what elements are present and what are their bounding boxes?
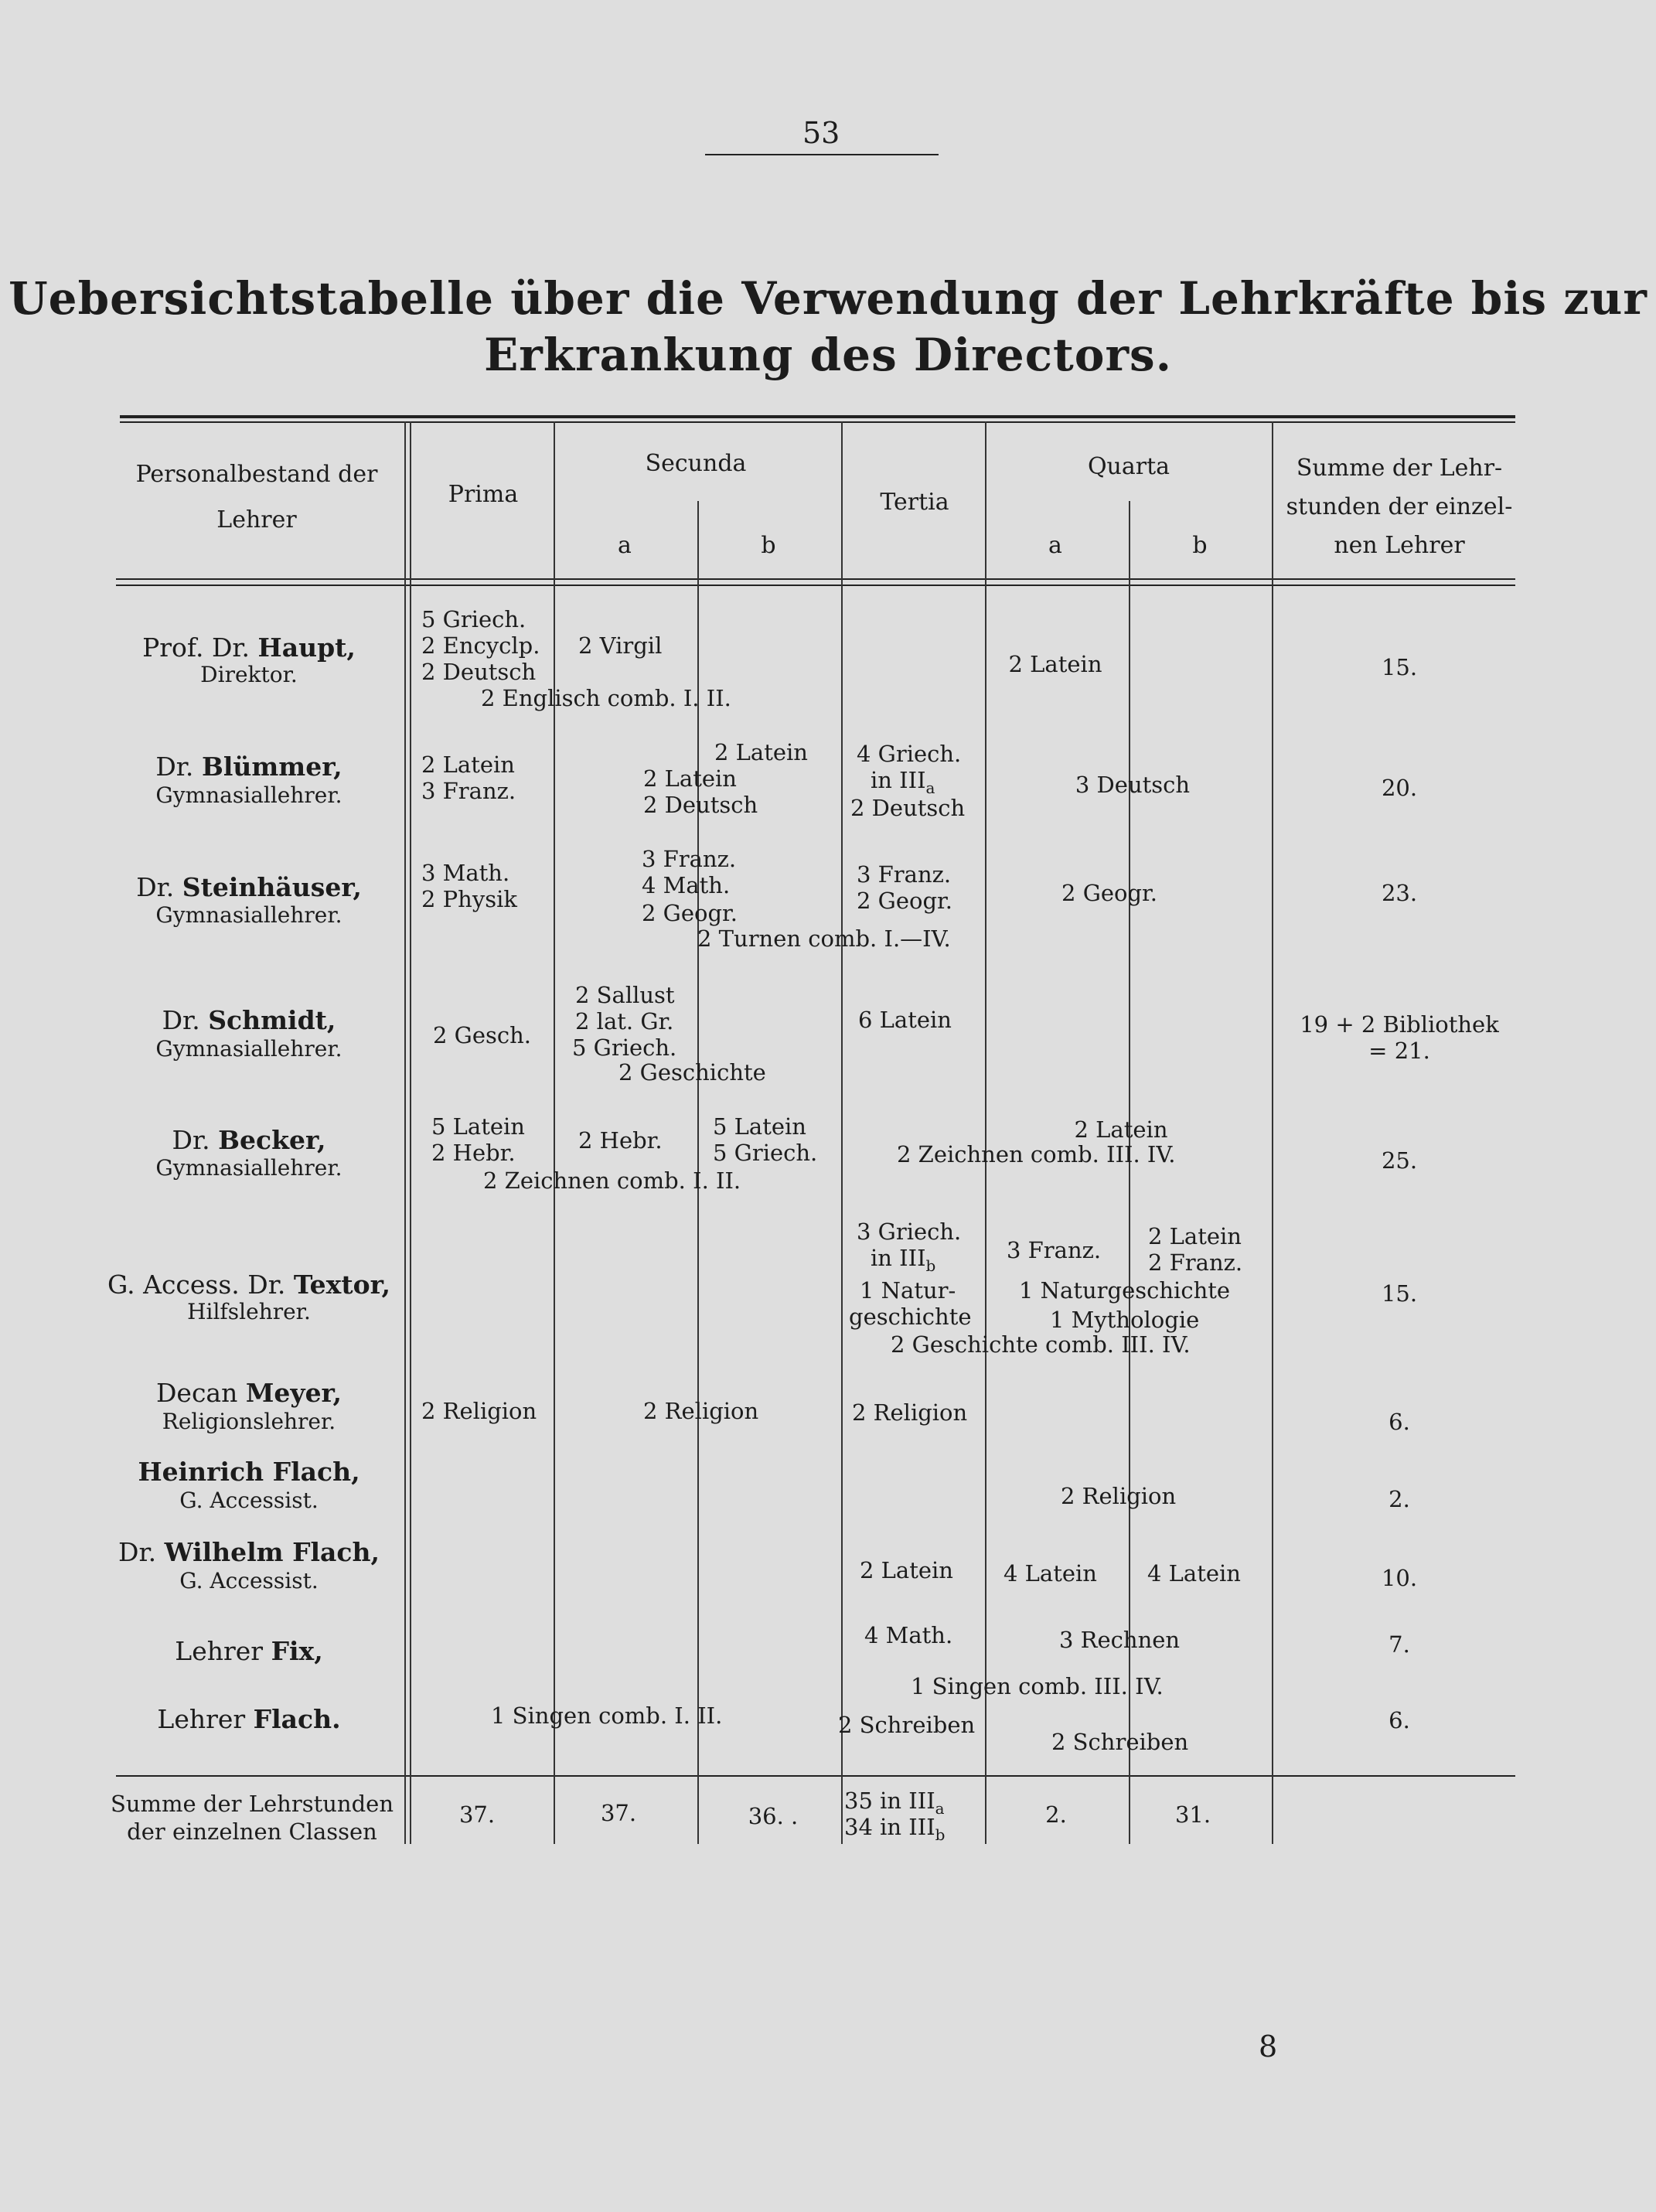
teacher-name: Heinrich Flach, bbox=[138, 1457, 360, 1487]
teacher-role: Religionslehrer. bbox=[162, 1409, 336, 1434]
totals-label-1: Summe der Lehrstunden bbox=[111, 1791, 394, 1817]
header-bottom-rule-2 bbox=[116, 585, 1515, 586]
cell-text: 3 Franz. bbox=[1007, 1237, 1102, 1263]
cell-text: 2 lat. Gr. bbox=[575, 1008, 674, 1034]
cell-text: 2 Latein bbox=[714, 739, 808, 765]
teacher-name: Lehrer Flach. bbox=[157, 1704, 341, 1734]
teacher-name: Dr. Schmidt, bbox=[162, 1005, 336, 1035]
cell-text: 2 Geschichte bbox=[618, 1059, 766, 1086]
teacher-name: Prof. Dr. Haupt, bbox=[142, 632, 356, 663]
teacher-sum: 10. bbox=[1381, 1565, 1418, 1591]
page-number: 53 bbox=[802, 116, 840, 150]
cell-text: 3 Franz. bbox=[857, 861, 952, 888]
teacher-name: Decan Meyer, bbox=[155, 1378, 342, 1408]
cell-text: 2 Physik bbox=[421, 886, 517, 912]
cell-text: geschichte bbox=[849, 1304, 972, 1330]
folio-number: 8 bbox=[1259, 2030, 1278, 2064]
header-summe-3: nen Lehrer bbox=[1334, 532, 1465, 559]
col-line-prima-2 bbox=[410, 421, 411, 1844]
cell-text: 2 Englisch comb. I. II. bbox=[481, 685, 731, 711]
teacher-role: Direktor. bbox=[200, 662, 298, 687]
total-tertia-a: 35 in $III_a$ bbox=[844, 1788, 945, 1818]
teacher-sum: 6. bbox=[1389, 1707, 1410, 1733]
total-quarta-a: 2. bbox=[1045, 1801, 1067, 1828]
cell-text: 1 Naturgeschichte bbox=[1019, 1277, 1231, 1304]
cell-text: 2 Latein bbox=[1148, 1223, 1242, 1249]
cell-text: 2 Sallust bbox=[575, 982, 675, 1008]
header-summe-2: stunden der einzel- bbox=[1286, 493, 1513, 520]
cell-text: 2 Turnen comb. I.—IV. bbox=[697, 925, 951, 952]
teacher-name: Dr. Blümmer, bbox=[155, 752, 342, 782]
cell-text: 2 Gesch. bbox=[433, 1022, 532, 1048]
cell-text: 3 Griech. bbox=[857, 1218, 962, 1245]
cell-text: 2 Latein bbox=[421, 752, 515, 778]
cell-text: 2 Franz. bbox=[1148, 1249, 1243, 1276]
teacher-role: Hilfslehrer. bbox=[187, 1299, 311, 1324]
header-prima: Prima bbox=[448, 481, 519, 508]
cell-text: 2 Geschichte comb. III. IV. bbox=[891, 1331, 1191, 1358]
cell-text: in $III_a$ bbox=[871, 767, 935, 797]
cell-text: 2 Schreiben bbox=[1051, 1729, 1189, 1755]
cell-text: 2 Deutsch bbox=[643, 792, 758, 818]
cell-text: 2 Religion bbox=[852, 1399, 968, 1426]
teacher-sum: = 21. bbox=[1368, 1038, 1430, 1064]
cell-text: 2 Zeichnen comb. I. II. bbox=[483, 1167, 741, 1194]
cell-text: 1 Natur- bbox=[860, 1277, 956, 1304]
teacher-role: G. Accessist. bbox=[179, 1568, 319, 1593]
page-title-line2: Erkrankung des Directors. bbox=[484, 329, 1172, 381]
cell-text: 2 Hebr. bbox=[431, 1140, 516, 1166]
table-top-rule-thin bbox=[120, 421, 1515, 423]
cell-text: 2 Religion bbox=[1061, 1483, 1177, 1509]
header-summe-1: Summe der Lehr- bbox=[1296, 455, 1503, 482]
teacher-sum: 23. bbox=[1381, 880, 1418, 906]
teacher-role: Gymnasiallehrer. bbox=[155, 1036, 342, 1062]
total-tertia-b: 34 in $III_b$ bbox=[844, 1814, 946, 1844]
cell-text: in $III_b$ bbox=[871, 1245, 936, 1275]
cell-text: 2 Latein bbox=[860, 1557, 953, 1583]
cell-text: 3 Franz. bbox=[421, 778, 516, 804]
cell-text: 4 Griech. bbox=[857, 741, 962, 767]
cell-text: 2 Deutsch bbox=[421, 659, 537, 685]
cell-text: 1 Singen comb. I. II. bbox=[491, 1702, 723, 1729]
total-prima: 37. bbox=[458, 1801, 496, 1828]
header-personal-2: Lehrer bbox=[216, 506, 297, 533]
col-line-tertia bbox=[841, 421, 843, 1844]
cell-text: 2 Hebr. bbox=[578, 1127, 663, 1154]
header-quarta: Quarta bbox=[1087, 453, 1170, 480]
cell-text: 2 Religion bbox=[643, 1398, 759, 1424]
header-quarta-a: a bbox=[1048, 532, 1062, 559]
teacher-role: Gymnasiallehrer. bbox=[155, 902, 342, 928]
totals-top-rule bbox=[116, 1775, 1515, 1777]
total-secunda-a: 37. bbox=[600, 1800, 637, 1826]
cell-text: 3 Math. bbox=[421, 860, 510, 886]
teacher-sum: 2. bbox=[1389, 1486, 1410, 1512]
cell-text: 3 Franz. bbox=[642, 846, 737, 872]
cell-text: 3 Rechnen bbox=[1059, 1627, 1181, 1653]
totals-label-2: der einzelnen Classen bbox=[127, 1818, 377, 1845]
header-secunda-a: a bbox=[618, 532, 632, 559]
teacher-role: Gymnasiallehrer. bbox=[155, 1155, 342, 1181]
teacher-name: Dr. Becker, bbox=[172, 1125, 326, 1155]
col-line-prima bbox=[404, 421, 406, 1844]
teacher-name: Lehrer Fix, bbox=[175, 1636, 323, 1666]
header-secunda-b: b bbox=[761, 532, 776, 559]
cell-text: 1 Mythologie bbox=[1050, 1307, 1200, 1333]
cell-text: 2 Latein bbox=[1008, 651, 1102, 677]
cell-text: 2 Latein bbox=[643, 765, 737, 792]
cell-text: 2 Religion bbox=[421, 1398, 537, 1424]
cell-text: 3 Deutsch bbox=[1075, 772, 1191, 798]
teacher-sum: 25. bbox=[1381, 1147, 1418, 1174]
cell-text: 4 Latein bbox=[1003, 1560, 1097, 1587]
cell-text: 4 Math. bbox=[864, 1622, 953, 1648]
cell-text: 2 Zeichnen comb. III. IV. bbox=[897, 1141, 1176, 1167]
cell-text: 2 Encyclp. bbox=[421, 632, 540, 659]
cell-text: 5 Griech. bbox=[713, 1140, 818, 1166]
page-title-line1: Uebersichtstabelle über die Verwendung der Lehrkräfte bis zur bbox=[9, 272, 1647, 325]
cell-text: 2 Virgil bbox=[578, 632, 663, 659]
cell-text: 2 Latein bbox=[1074, 1116, 1168, 1143]
header-secunda: Secunda bbox=[645, 450, 747, 477]
teacher-sum: 15. bbox=[1381, 654, 1418, 680]
cell-text: 6 Latein bbox=[858, 1007, 952, 1033]
teacher-name: Dr. Steinhäuser, bbox=[136, 872, 362, 902]
cell-text: 5 Griech. bbox=[572, 1034, 677, 1061]
teacher-role: Gymnasiallehrer. bbox=[155, 782, 342, 808]
teacher-sum: 15. bbox=[1381, 1280, 1418, 1307]
header-personal-1: Personalbestand der bbox=[135, 461, 378, 488]
teacher-sum: 6. bbox=[1389, 1409, 1410, 1435]
cell-text: 5 Latein bbox=[713, 1113, 806, 1140]
teacher-name: G. Access. Dr. Textor, bbox=[107, 1270, 391, 1300]
teacher-sum: 7. bbox=[1389, 1631, 1410, 1658]
header-tertia: Tertia bbox=[880, 489, 949, 516]
table-top-rule bbox=[120, 415, 1515, 418]
header-quarta-b: b bbox=[1192, 532, 1208, 559]
cell-text: 5 Latein bbox=[431, 1113, 525, 1140]
col-line-summe bbox=[1272, 421, 1273, 1844]
teacher-sum: 19 + 2 Bibliothek bbox=[1300, 1011, 1499, 1038]
total-secunda-b: 36. . bbox=[748, 1803, 799, 1829]
page-number-rule bbox=[705, 154, 939, 155]
teacher-name: Dr. Wilhelm Flach, bbox=[118, 1537, 380, 1567]
cell-text: 2 Geogr. bbox=[857, 888, 952, 914]
cell-text: 2 Deutsch bbox=[850, 795, 966, 821]
teacher-sum: 20. bbox=[1381, 775, 1418, 801]
cell-text: 4 Latein bbox=[1147, 1560, 1241, 1587]
cell-text: 2 Schreiben bbox=[838, 1712, 976, 1738]
teacher-role: G. Accessist. bbox=[179, 1488, 319, 1513]
col-line-secunda bbox=[554, 421, 555, 1844]
cell-text: 4 Math. bbox=[642, 872, 731, 898]
cell-text: 2 Geogr. bbox=[1061, 880, 1157, 906]
header-bottom-rule bbox=[116, 578, 1515, 580]
cell-text: 5 Griech. bbox=[421, 606, 526, 632]
col-line-quarta bbox=[985, 421, 986, 1844]
cell-text: 1 Singen comb. III. IV. bbox=[911, 1673, 1164, 1699]
cell-text: 2 Geogr. bbox=[642, 900, 738, 926]
total-quarta-b: 31. bbox=[1174, 1801, 1211, 1828]
